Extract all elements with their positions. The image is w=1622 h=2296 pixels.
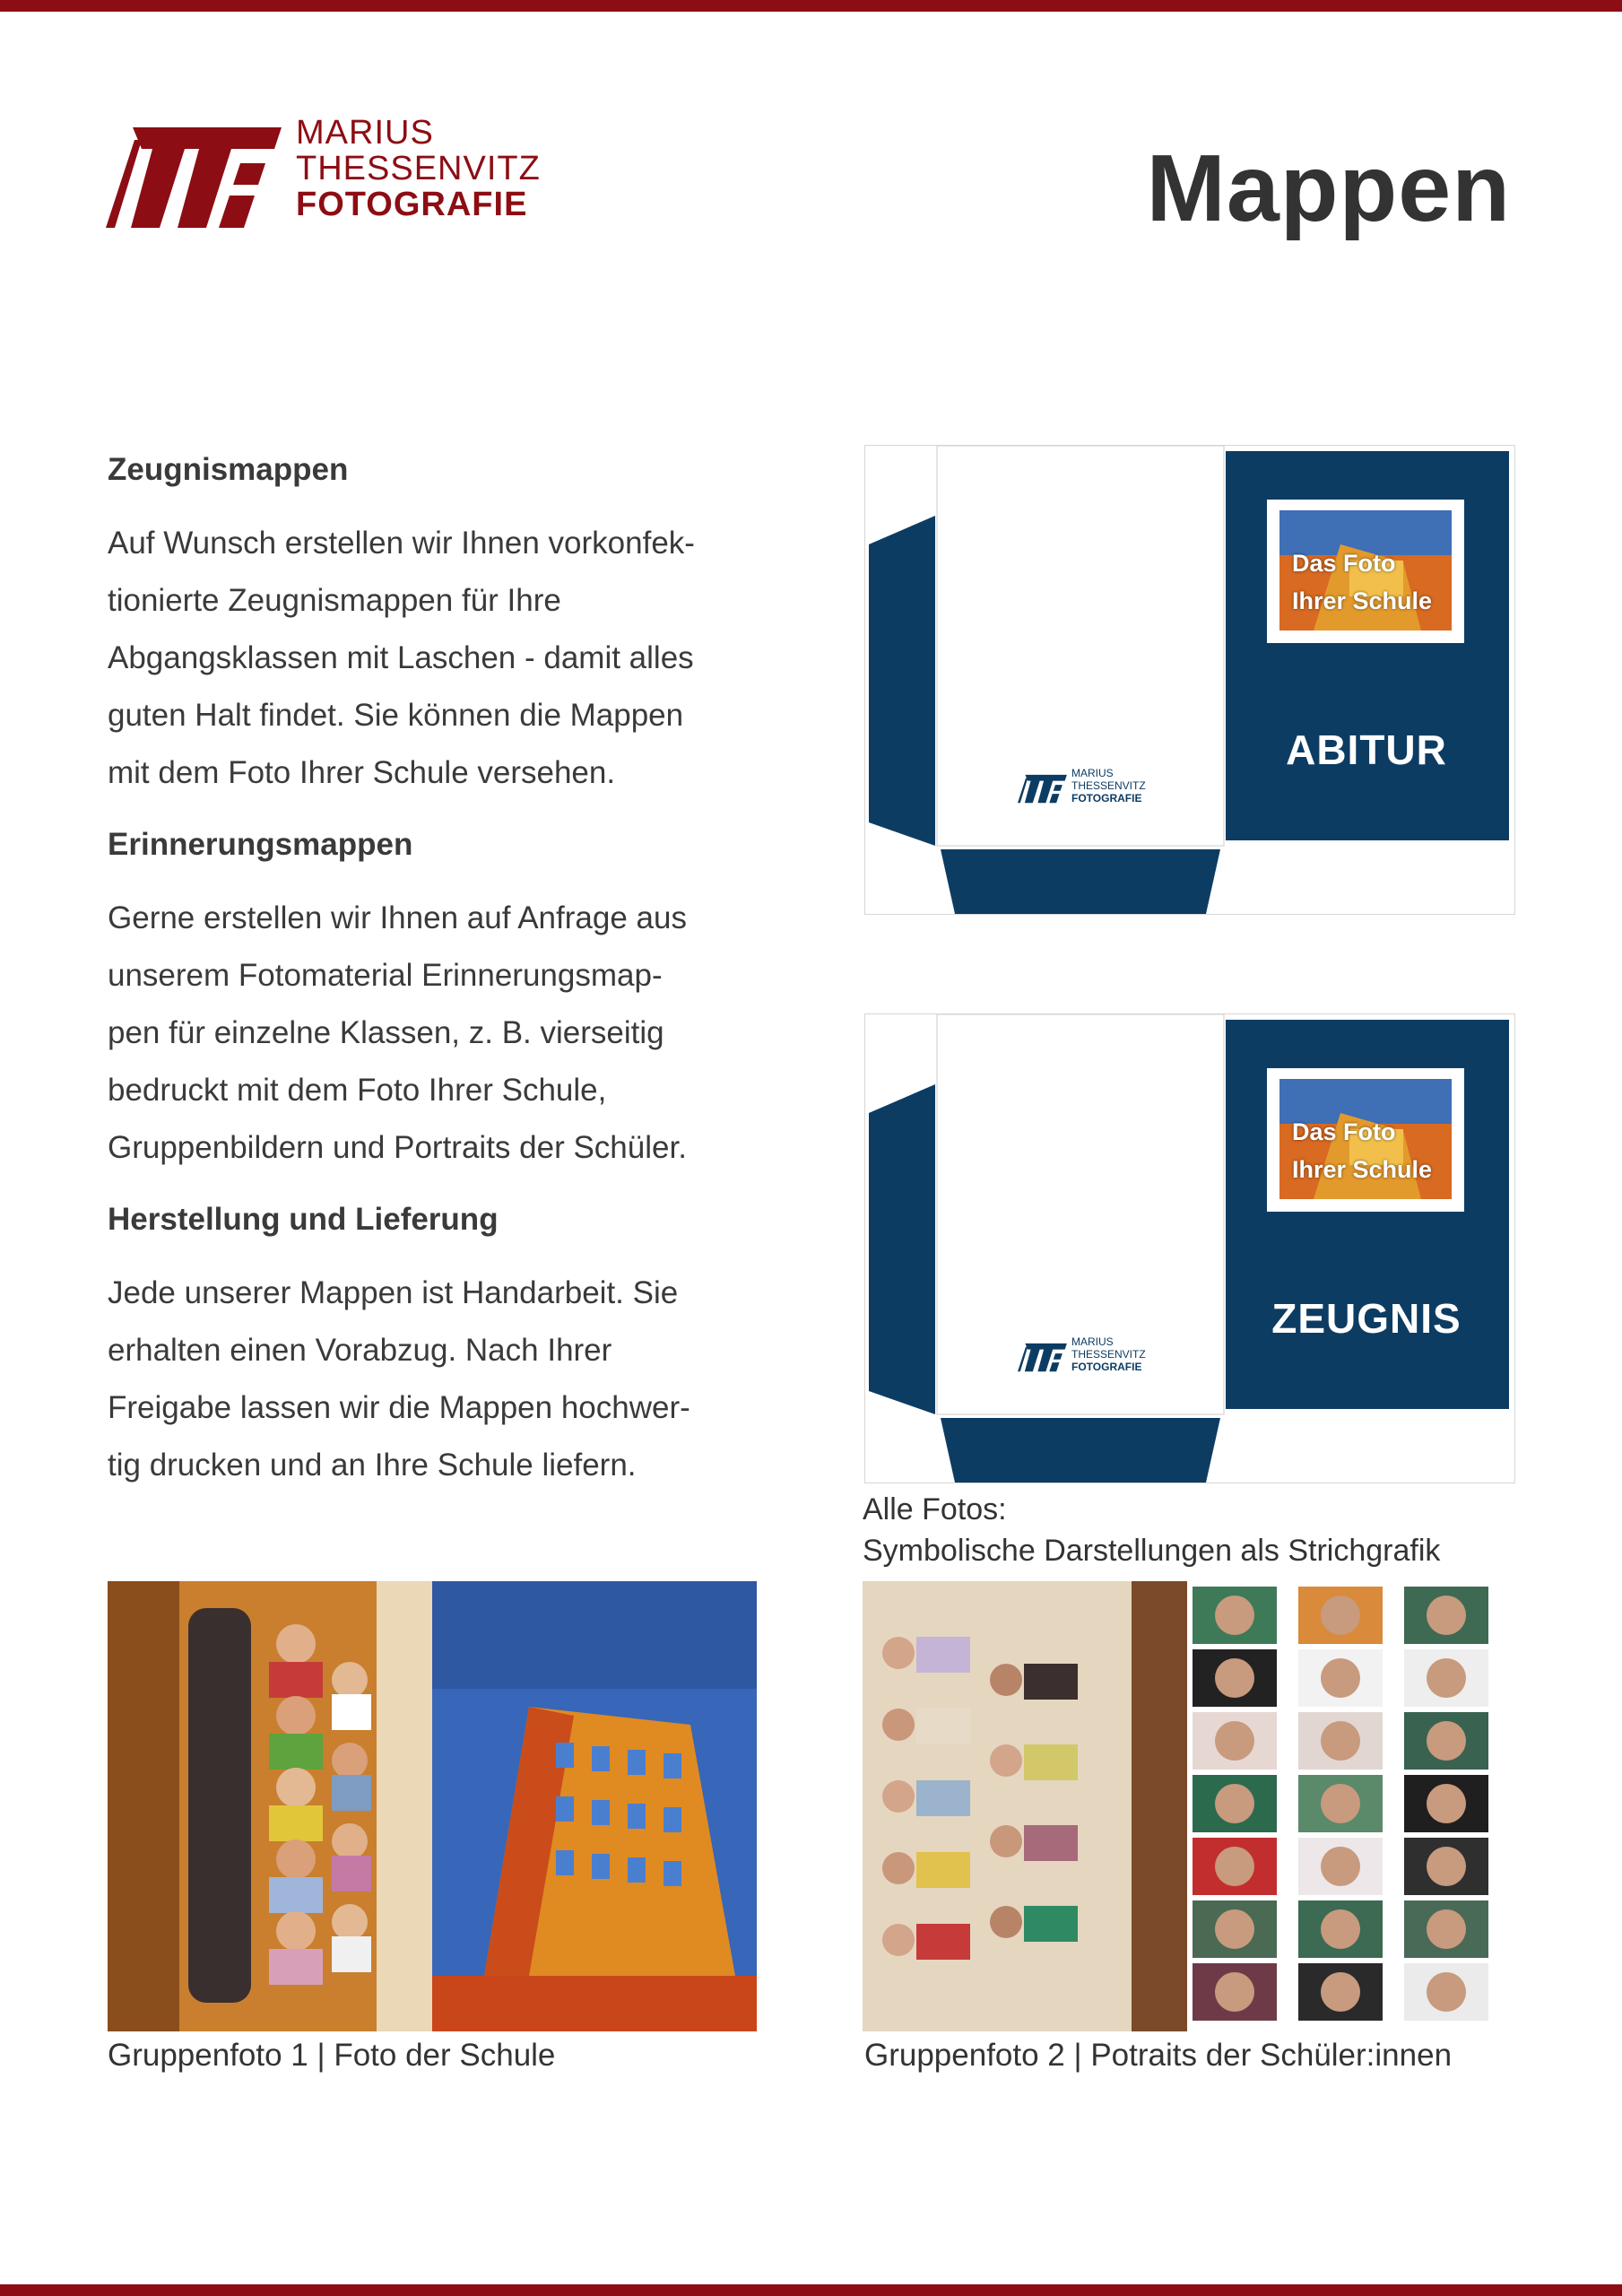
- folder-template-graphic: [865, 446, 1514, 914]
- caption-photo-2: Gruppenfoto 2 | Potraits der Schüler:innen: [864, 2038, 1453, 2073]
- mini-logo-text: [1071, 767, 1146, 804]
- folder-photo-label: [1292, 544, 1444, 620]
- section-heading-erinnerungsmappen: Erinnerungsmappen: [108, 827, 413, 862]
- folder-photo-label-line-2: Ihrer Schule: [1292, 587, 1433, 614]
- folder-photo-label-line-1: Das Foto: [1292, 1118, 1396, 1145]
- section-heading-zeugnismappen: Zeugnismappen: [108, 452, 349, 487]
- mini-logo-line-1: MARIUS: [1071, 1335, 1114, 1348]
- folder-template-graphic: [865, 1014, 1514, 1483]
- brand-line-2: THESSENVITZ: [296, 150, 541, 187]
- folder-photo-label: [1292, 1113, 1444, 1188]
- mini-logo-mark-icon: [1018, 770, 1068, 806]
- mini-logo-line-3: FOTOGRAFIE: [1071, 1361, 1142, 1373]
- mini-logo-mark-icon: [1018, 1339, 1068, 1375]
- brand-name: [296, 115, 541, 222]
- folder-photo-label-line-2: Ihrer Schule: [1292, 1156, 1433, 1183]
- mini-logo-text: [1071, 1335, 1146, 1373]
- top-accent-bar: [0, 0, 1622, 12]
- group-photo-1-image: [108, 1581, 757, 2031]
- mini-logo-line-2: THESSENVITZ: [1071, 779, 1146, 792]
- bottom-accent-bar: [0, 2284, 1622, 2296]
- section-body-zeugnismappen: Auf Wunsch erstellen wir Ihnen vorkonfek- tionierte Zeugnismappen für Ihre Abgangsklassen mit Laschen - damit alles guten Halt findet. Sie können die Mappen mit dem Foto Ihrer Schule versehen.: [108, 526, 695, 790]
- page-title: Mappen: [1146, 135, 1511, 241]
- brand-line-3: FOTOGRAFIE: [296, 186, 528, 223]
- group-photo-2-image: [863, 1581, 1512, 2031]
- text-column: [108, 448, 771, 1516]
- folder-mini-logo: [1018, 1335, 1170, 1380]
- folder-photo-label-line-1: Das Foto: [1292, 550, 1396, 577]
- folder-mockup-zeugnis: [864, 1013, 1515, 1483]
- section-body-herstellung: Jede unserer Mappen ist Handarbeit. Sie erhalten einen Vorabzug. Nach Ihrer Freigabe lassen wir die Mappen hochwer- tig drucken und an Ihre Schule liefern.: [108, 1275, 690, 1483]
- section-body-erinnerungsmappen: Gerne erstellen wir Ihnen auf Anfrage aus unserem Fotomaterial Erinnerungsmap- pen für einzelne Klassen, z. B. vierseitig bedruckt mit dem Foto Ihrer Schule, Gruppenbildern und Portraits der Schüler.: [108, 900, 687, 1165]
- folder-mockup-abitur: [864, 445, 1515, 915]
- folder-cover-title: ZEUGNIS: [1271, 1295, 1462, 1342]
- mini-logo-line-1: MARIUS: [1071, 767, 1114, 779]
- mini-logo-line-3: FOTOGRAFIE: [1071, 792, 1142, 804]
- section-heading-herstellung: Herstellung und Lieferung: [108, 1202, 499, 1237]
- brand-logo-mark-icon: [106, 120, 285, 231]
- brand-line-1: MARIUS: [296, 114, 434, 152]
- caption-photo-1: Gruppenfoto 1 | Foto der Schule: [108, 2038, 556, 2073]
- folder-mini-logo: [1018, 767, 1170, 812]
- photo-note: Alle Fotos: Symbolische Darstellungen als Strichgrafik: [863, 1492, 1441, 1568]
- folder-cover-title: ABITUR: [1286, 726, 1447, 773]
- brand-logo: [106, 115, 572, 240]
- mini-logo-line-2: THESSENVITZ: [1071, 1348, 1146, 1361]
